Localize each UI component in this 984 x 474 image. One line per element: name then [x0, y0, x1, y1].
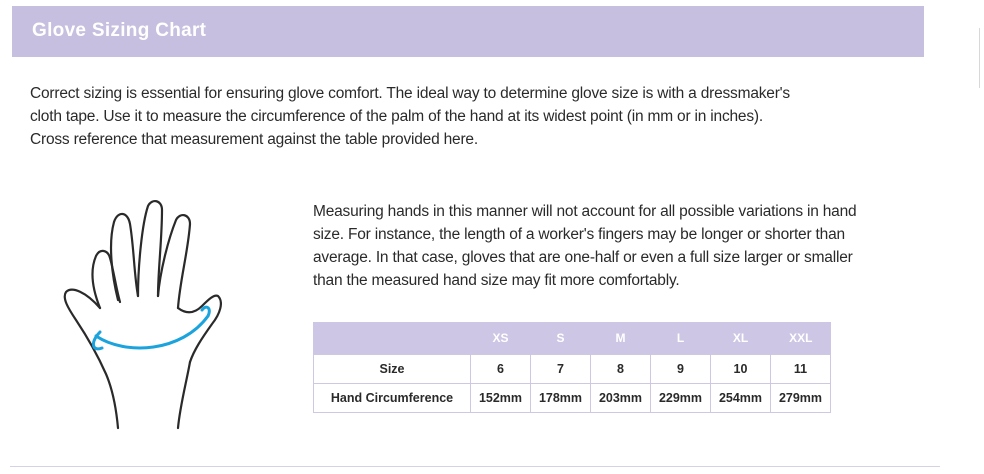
description-line: size. For instance, the length of a worker's fingers may be longer or shorter than: [313, 226, 845, 243]
table-cell: 279mm: [771, 384, 831, 413]
edge-divider: [979, 28, 984, 88]
header-bar: [12, 6, 924, 57]
description-paragraph: [313, 200, 973, 292]
table-row: [314, 355, 831, 384]
table-header-cell: L: [651, 322, 711, 355]
intro-line: Correct sizing is essential for ensuring glove comfort. The ideal way to determine glove size is with a dressmaker's: [30, 85, 790, 102]
table-row-label: Size: [314, 355, 471, 384]
table-header-row: [314, 322, 831, 355]
table-cell: 6: [471, 355, 531, 384]
table-cell: 8: [591, 355, 651, 384]
table-header-cell: XXL: [771, 322, 831, 355]
intro-line: Cross reference that measurement against the table provided here.: [30, 131, 478, 148]
table-row-label: Hand Circumference: [314, 384, 471, 413]
table-cell: 203mm: [591, 384, 651, 413]
description-line: than the measured hand size may fit more comfortably.: [313, 272, 680, 289]
glove-size-table: [313, 322, 831, 413]
table-header-blank: [314, 322, 471, 355]
hand-illustration: [62, 196, 222, 431]
intro-line: cloth tape. Use it to measure the circumference of the palm of the hand at its widest point (in mm or in inches).: [30, 108, 763, 125]
measuring-tape-icon: [93, 307, 209, 349]
description-line: average. In that case, gloves that are one-half or even a full size larger or smaller: [313, 249, 853, 266]
description-line: Measuring hands in this manner will not account for all possible variations in hand: [313, 203, 857, 220]
table-cell: 11: [771, 355, 831, 384]
table-row: [314, 384, 831, 413]
table-cell: 229mm: [651, 384, 711, 413]
hand-outline-icon: [62, 196, 222, 431]
table-cell: 254mm: [711, 384, 771, 413]
table-header-cell: XL: [711, 322, 771, 355]
intro-paragraph: [30, 82, 930, 151]
table-cell: 9: [651, 355, 711, 384]
table-cell: 7: [531, 355, 591, 384]
table-header-cell: XS: [471, 322, 531, 355]
table-header-cell: M: [591, 322, 651, 355]
table-cell: 152mm: [471, 384, 531, 413]
table-cell: 178mm: [531, 384, 591, 413]
bottom-divider: [10, 466, 940, 468]
table-header-cell: S: [531, 322, 591, 355]
page-title: Glove Sizing Chart: [32, 20, 207, 41]
table-cell: 10: [711, 355, 771, 384]
